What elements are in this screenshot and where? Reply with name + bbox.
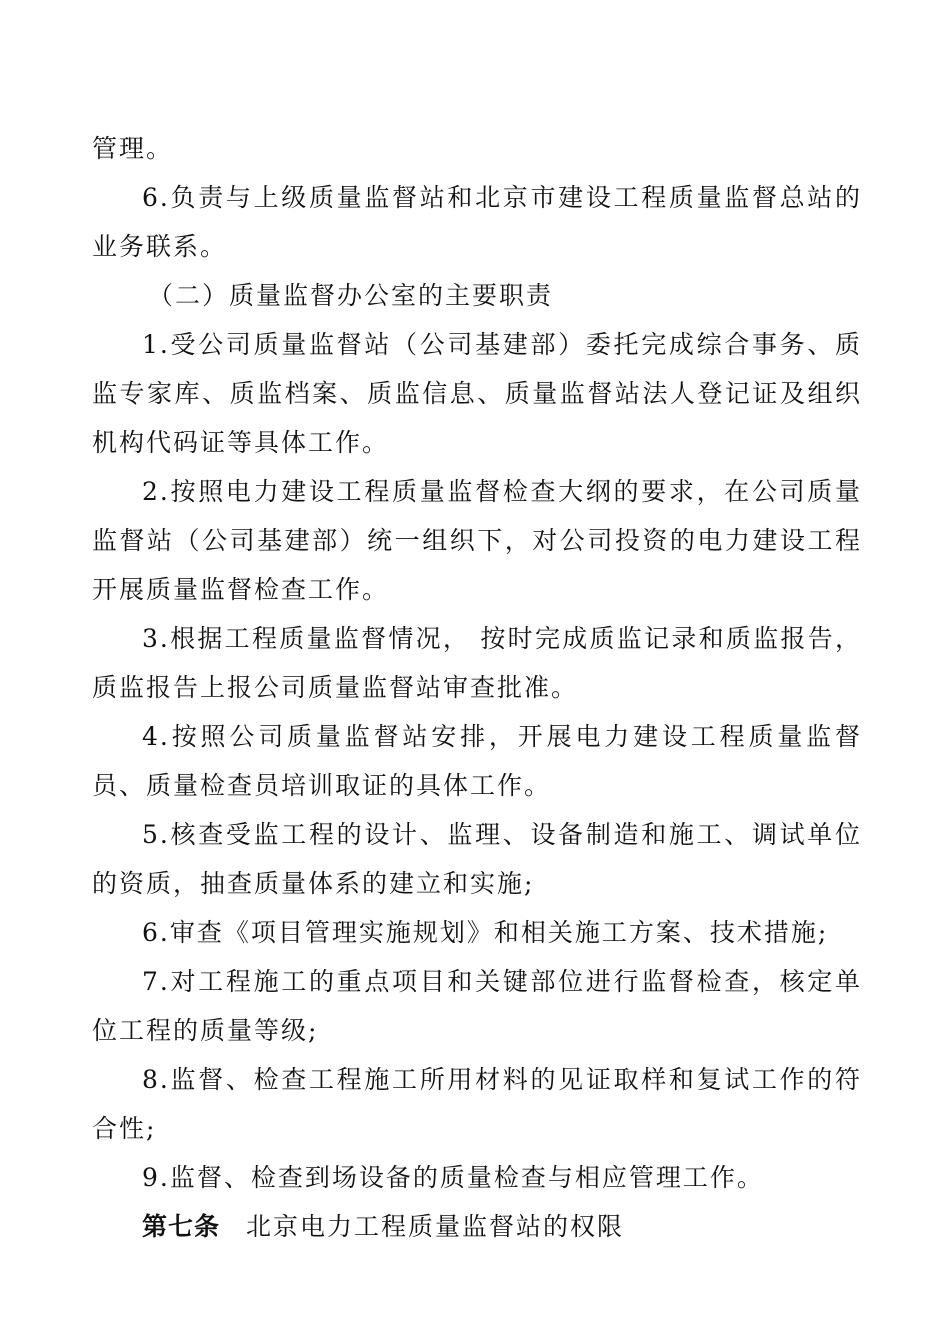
paragraph-6: 4.按照公司质量监督站安排，开展电力建设工程质量监督员、质量检查员培训取证的具体工作。 bbox=[92, 722, 862, 800]
paragraph-10: 8.监督、检查工程施工所用材料的见证取样和复试工作的符合性; bbox=[92, 1065, 862, 1143]
article-title: 北京电力工程质量监督站的权限 bbox=[246, 1212, 625, 1241]
article-number: 第七条 bbox=[142, 1212, 221, 1241]
paragraph-8: 6.审查《项目管理实施规划》和相关施工方案、技术措施; bbox=[142, 918, 829, 947]
paragraph-9: 7.对工程施工的重点项目和关键部位进行监督检查，核定单位工程的质量等级; bbox=[92, 967, 862, 1045]
section-heading: （二）质量监督办公室的主要职责 bbox=[148, 281, 554, 310]
paragraph-0: 管理。 bbox=[92, 134, 174, 163]
document-body bbox=[92, 124, 862, 1251]
paragraph-7: 5.核查受监工程的设计、监理、设备制造和施工、调试单位的资质，抽查质量体系的建立和实施; bbox=[92, 820, 862, 898]
paragraph-4: 2.按照电力建设工程质量监督检查大纲的要求，在公司质量监督站（公司基建部）统一组织下，对公司投资的电力建设工程开展质量监督检查工作。 bbox=[92, 477, 862, 604]
paragraph-1: 6.负责与上级质量监督站和北京市建设工程质量监督总站的业务联系。 bbox=[92, 183, 862, 261]
paragraph-5: 3.根据工程质量监督情况， 按时完成质监记录和质监报告，质监报告上报公司质量监督站审查批准。 bbox=[92, 624, 862, 702]
paragraph-3: 1.受公司质量监督站（公司基建部）委托完成综合事务、质监专家库、质监档案、质监信息、质量监督站法人登记证及组织机构代码证等具体工作。 bbox=[92, 330, 862, 457]
paragraph-11: 9.监督、检查到场设备的质量检查与相应管理工作。 bbox=[142, 1163, 764, 1192]
article-heading bbox=[92, 1202, 862, 1251]
